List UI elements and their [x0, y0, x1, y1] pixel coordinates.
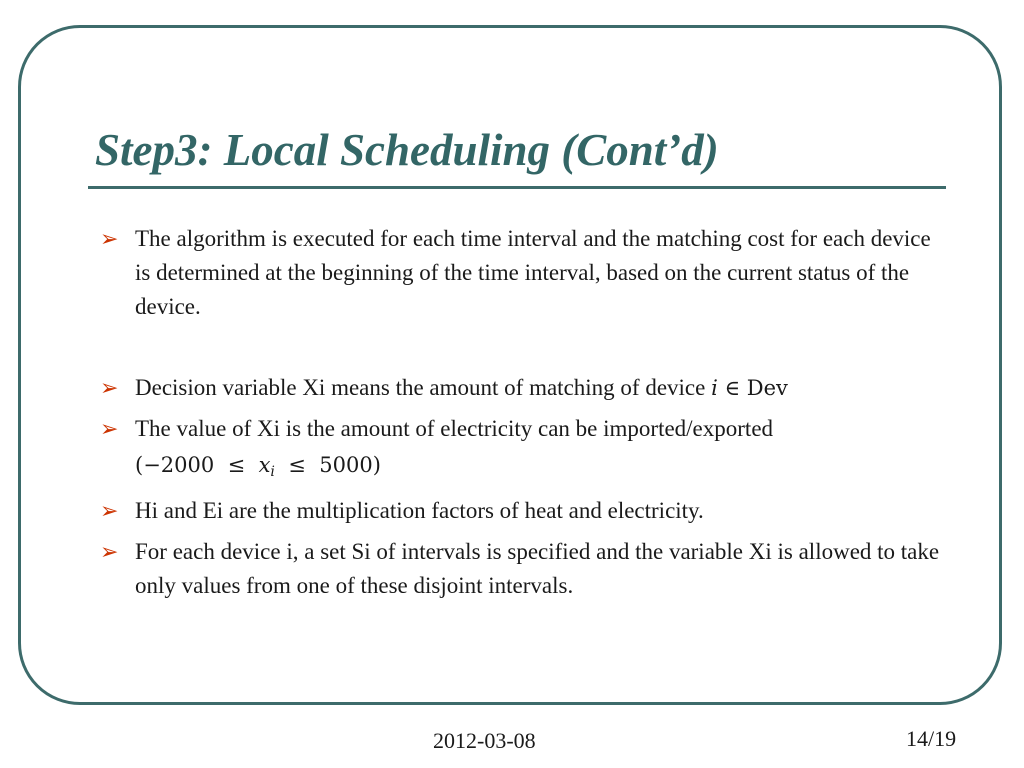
device-set-formula — [711, 376, 788, 400]
bullet-text: For each device i, a set Si of intervals is specified and the variable Xi is allowed to take only values from one of these disjoint intervals. — [135, 539, 940, 598]
formula-subscript: i — [270, 464, 275, 480]
formula-lower-bound: −2000 — [143, 453, 215, 477]
formula-variable: x — [258, 453, 271, 477]
formula-set-name: Dev — [746, 376, 788, 400]
page-number: 14/19 — [906, 726, 957, 751]
bullet-text: Decision variable Xi means the amount of matching of device — [135, 375, 706, 400]
title-underline — [88, 186, 946, 189]
arrow-bullet-icon: ➢ — [100, 539, 119, 564]
arrow-bullet-icon: ➢ — [100, 416, 119, 441]
arrow-bullet-icon: ➢ — [100, 375, 119, 400]
bullet-text: The algorithm is executed for each time interval and the matching cost for each device is determined at the beginning of the time interval, based on the current status of the device. — [135, 226, 931, 319]
arrow-bullet-icon: ➢ — [100, 498, 119, 523]
formula-upper-bound: 5000 — [319, 453, 373, 477]
formula-variable: i — [711, 376, 718, 400]
formula-open-paren: ( — [135, 453, 144, 477]
formula-close-paren: ) — [372, 453, 381, 477]
bullet-text: The value of Xi is the amount of electricity can be imported/exported — [135, 416, 774, 441]
slide-title: Step3: Local Scheduling (Cont’d) — [95, 125, 719, 175]
formula-leq: ≤ — [288, 453, 306, 477]
formula-element-of: ∈ — [724, 376, 741, 400]
bullet-text: Hi and Ei are the multiplication factors of heat and electricity. — [135, 498, 704, 523]
arrow-bullet-icon: ➢ — [100, 226, 119, 251]
range-formula — [135, 448, 945, 489]
footer-date: 2012-03-08 — [433, 728, 536, 753]
formula-leq: ≤ — [227, 453, 246, 477]
